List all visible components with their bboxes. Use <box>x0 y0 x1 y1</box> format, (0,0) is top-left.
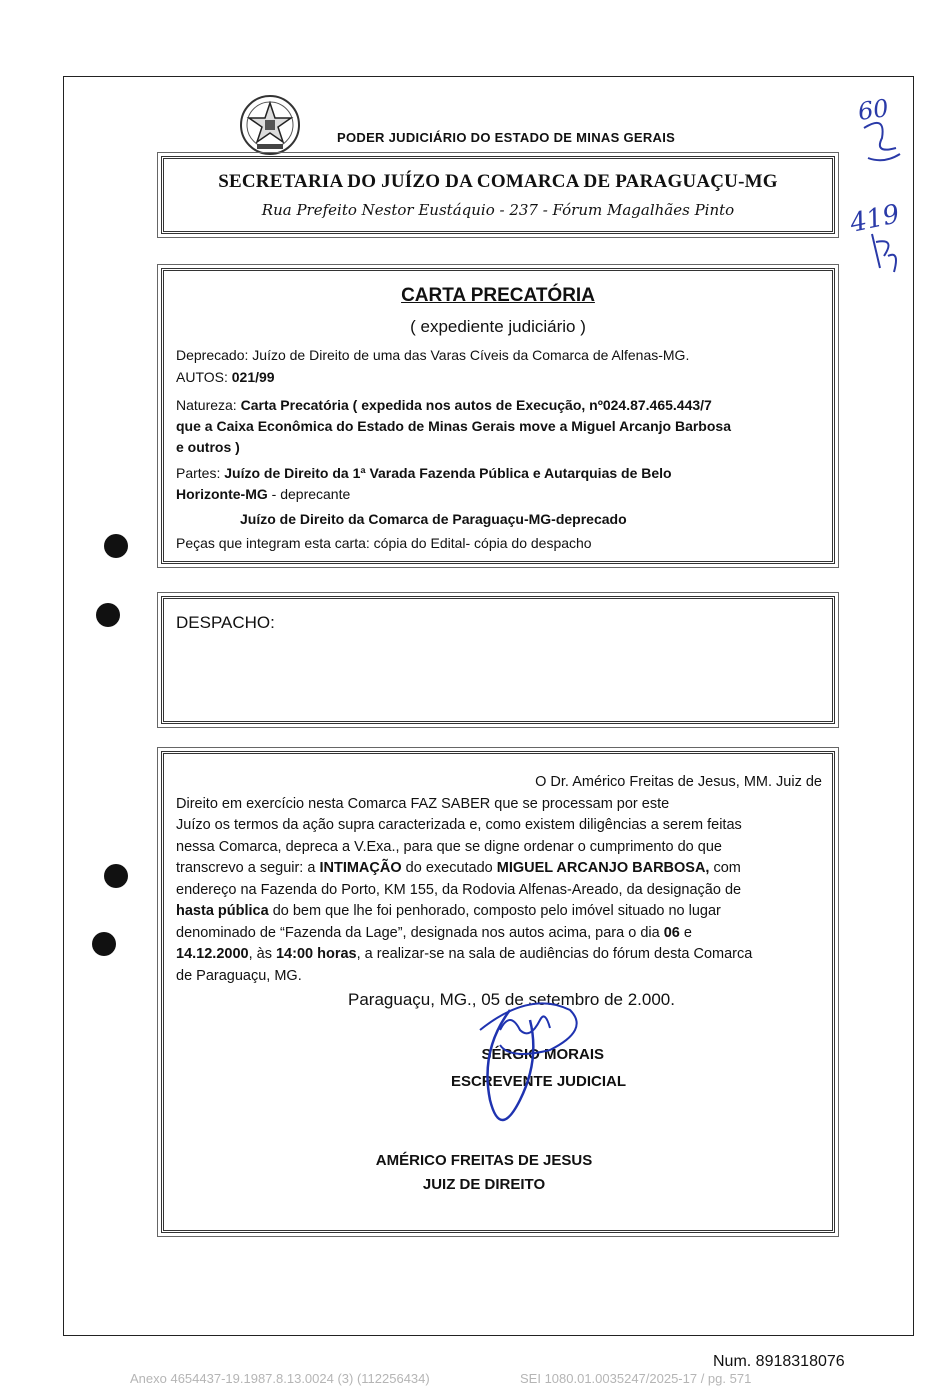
signer2-name: AMÉRICO FREITAS DE JESUS <box>375 1152 593 1169</box>
carta-precatoria-box <box>161 268 835 564</box>
carta-subtitle: ( expediente judiciário ) <box>410 317 586 336</box>
punch-hole <box>104 534 128 558</box>
natureza-label: Natureza: <box>176 397 237 413</box>
despacho-label: DESPACHO: <box>176 613 275 632</box>
punch-hole <box>104 864 128 888</box>
partes-label: Partes: <box>176 465 221 481</box>
secretaria-address: Rua Prefeito Nestor Eustáquio - 237 - Fórum Magalhães Pinto <box>261 201 735 219</box>
body-line-6: endereço na Fazenda do Porto, KM 155, da Rodovia Alfenas-Areado, da designação de <box>176 881 742 898</box>
despacho-box <box>161 596 835 724</box>
body-line-9: 14.12.2000, às 14:00 horas, a realizar-se na sala de audiências do fórum desta Comarca <box>176 946 753 962</box>
partes-role-deprecante: - deprecante <box>267 486 351 502</box>
natureza-line-1 <box>176 395 824 416</box>
signer2-role: JUIZ DE DIREITO <box>422 1176 546 1193</box>
request-body-text <box>176 772 822 987</box>
pecas-line: Peças que integram esta carta: cópia do Edital- cópia do despacho <box>176 535 592 551</box>
body-line-7: hasta pública do bem que lhe foi penhorado, composto pelo imóvel situado no lugar <box>176 903 721 919</box>
body-line-3: Juízo os termos da ação supra caracterizada e, como existem diligências a serem feitas <box>176 817 742 833</box>
autos-line <box>176 367 824 388</box>
sei-reference: SEI 1080.01.0035247/2025-17 / pg. 571 <box>520 1371 752 1386</box>
body-line-2: Direito em exercício nesta Comarca FAZ SABER que se processam por este <box>176 795 670 812</box>
court-name: PODER JUDICIÁRIO DO ESTADO DE MINAS GERAIS <box>337 130 676 145</box>
margin-initials-mark-2 <box>866 228 906 276</box>
deprecado-label: Deprecado: <box>176 347 249 363</box>
partes-line-1 <box>176 463 824 484</box>
natureza-line-3: e outros ) <box>176 439 240 455</box>
body-line-10: de Paraguaçu, MG. <box>176 967 302 984</box>
state-crest-logo <box>239 94 301 156</box>
partes-value-1: Juízo de Direito da 1ª Varada Fazenda Pública e Autarquias de Belo <box>224 465 672 481</box>
autos-label: AUTOS: <box>176 369 228 385</box>
partes-value-2: Horizonte-MG <box>176 486 268 502</box>
natureza-line-2: que a Caixa Econômica do Estado de Minas Gerais move a Miguel Arcanjo Barbosa <box>176 418 731 434</box>
punch-hole <box>96 603 120 627</box>
margin-note-top: 60 <box>856 94 891 126</box>
partes-line-2 <box>176 484 824 505</box>
body-line-5: transcrevo a seguir: a INTIMAÇÃO do executado MIGUEL ARCANJO BARBOSA, com <box>176 860 741 876</box>
body-line-8: denominado de “Fazenda da Lage”, designada nos autos acima, para o dia 06 e <box>176 924 692 941</box>
margin-initials-mark <box>856 118 906 178</box>
signer1-name: SÉRGIO MORAIS <box>481 1046 604 1063</box>
natureza-value-1: Carta Precatória ( expedida nos autos de Execução, nº024.87.465.443/7 <box>240 397 712 413</box>
secretaria-box <box>161 156 835 234</box>
document-number: Num. 8918318076 <box>713 1353 845 1370</box>
carta-title: CARTA PRECATÓRIA <box>401 285 595 306</box>
deprecado-value: Juízo de Direito de uma das Varas Cíveis da Comarca de Alfenas-MG. <box>252 347 690 363</box>
date-line: Paraguaçu, MG., 05 de setembro de 2.000. <box>348 990 675 1009</box>
partes-line-3: Juízo de Direito da Comarca de Paraguaçu-MG-deprecado <box>240 511 627 527</box>
annex-reference: Anexo 4654437-19.1987.8.13.0024 (3) (112256434) <box>130 1371 430 1386</box>
deprecado-line <box>176 345 824 366</box>
signer1-role: ESCREVENTE JUDICIAL <box>450 1073 626 1090</box>
secretaria-title: SECRETARIA DO JUÍZO DA COMARCA DE PARAGUAÇU-MG <box>218 171 778 192</box>
body-line-4: nessa Comarca, depreca a V.Exa., para que se digne ordenar o cumprimento do que <box>176 838 722 855</box>
margin-note-second: 419 <box>847 199 903 239</box>
body-line-1: O Dr. Américo Freitas de Jesus, MM. Juiz de <box>535 774 822 790</box>
autos-value: 021/99 <box>231 369 275 385</box>
punch-hole <box>92 932 116 956</box>
handwritten-signature <box>440 990 600 1140</box>
